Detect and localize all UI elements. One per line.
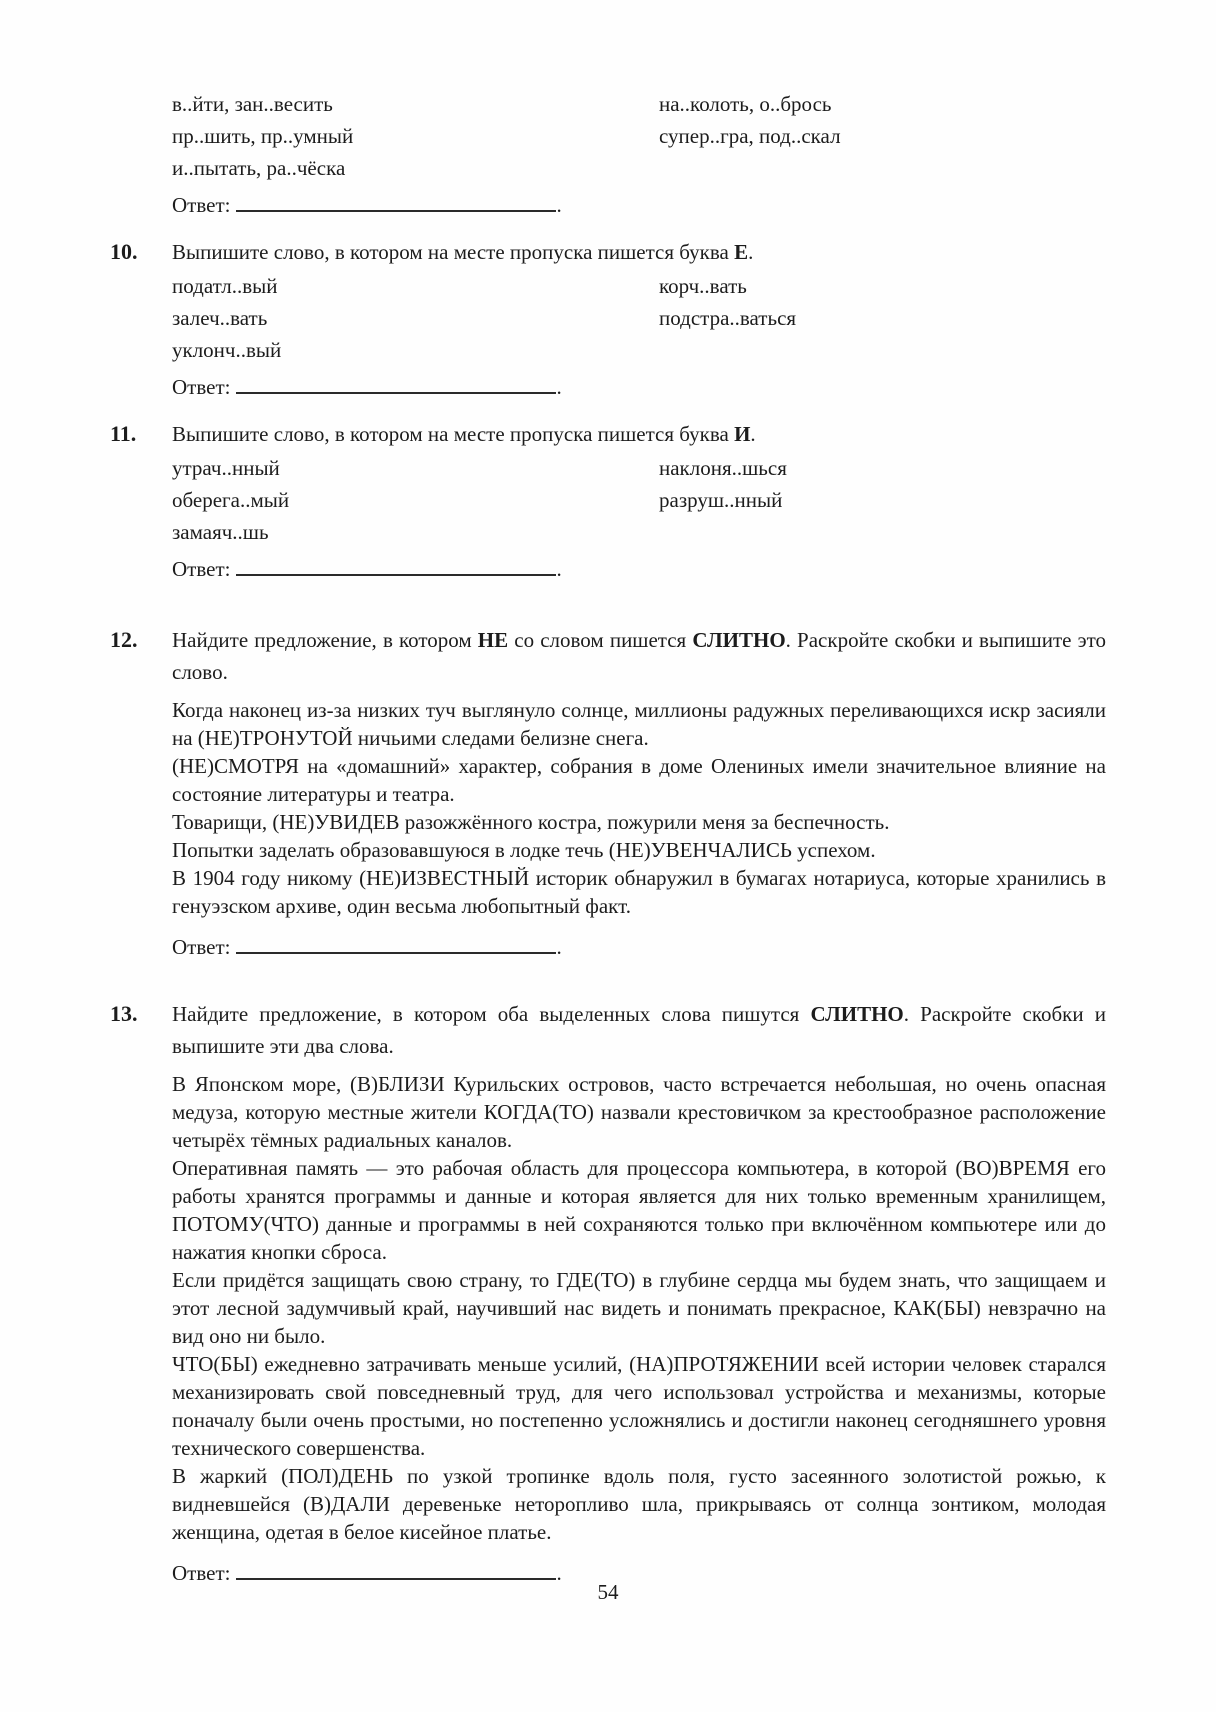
prompt-bold-letter: Е [734, 240, 749, 264]
question-prompt [172, 418, 1106, 450]
question-prompt [172, 624, 1106, 688]
question-row [110, 998, 1106, 1588]
word-option: наклоня..шься [659, 456, 787, 480]
answer-label: Ответ: [172, 193, 231, 217]
sentence-option: Попытки заделать образовавшуюся в лодке течь (НЕ)УВЕНЧАЛИСЬ успехом. [172, 838, 876, 862]
word-option: разруш..нный [659, 488, 783, 512]
question-row [110, 624, 1106, 962]
question-row [110, 236, 1106, 402]
sentence-options [172, 696, 1106, 920]
sentence-option: Если придётся защищать свою страну, то ГДЕ(ТО) в глубине сердца мы будем знать, что защищаем и этот лесной задумчивый край, научивший нас видеть и понимать прекрасное, КАК(БЫ) невзрачно на вид оно ни было. [172, 1268, 1106, 1348]
question-prompt [172, 236, 1106, 268]
answer-blank-line [236, 932, 556, 954]
word-option: замаяч..шь [172, 520, 269, 544]
word-option: в..йти, зан..весить [172, 92, 333, 116]
prompt-bold-word: СЛИТНО [810, 1002, 904, 1026]
answer-period: . [556, 1561, 562, 1585]
word-option: и..пытать, ра..чёска [172, 156, 346, 180]
answer-label: Ответ: [172, 1561, 231, 1585]
question-body [172, 418, 1106, 584]
prompt-text: Найдите предложение, в котором оба выделенных слова пишутся [172, 1002, 811, 1026]
prompt-text: со словом пишется [508, 628, 693, 652]
prompt-text: Найдите предложение, в котором [172, 628, 478, 652]
question-13 [110, 998, 1106, 1588]
word-option: оберега..мый [172, 488, 290, 512]
word-option: корч..вать [659, 274, 747, 298]
answer-row [172, 932, 1106, 962]
answer-blank-line [236, 1558, 556, 1580]
word-options-right-column [659, 452, 1106, 548]
sentence-options [172, 1070, 1106, 1546]
answer-blank-line [236, 554, 556, 576]
question-number: 13. [110, 1001, 138, 1026]
page-content [110, 86, 1106, 1588]
question-11 [110, 418, 1106, 584]
prompt-bold-letter: И [734, 422, 751, 446]
question-body [172, 236, 1106, 402]
question-number: 10. [110, 239, 138, 264]
question-number: 12. [110, 627, 138, 652]
answer-period: . [556, 935, 562, 959]
answer-period: . [556, 193, 562, 217]
word-options [172, 270, 1106, 366]
sentence-option: Товарищи, (НЕ)УВИДЕВ разожжённого костра, пожурили меня за беспечность. [172, 810, 890, 834]
answer-row [172, 372, 1106, 402]
question-body [172, 624, 1106, 962]
answer-row [172, 190, 1106, 220]
sentence-option: В Японском море, (В)БЛИЗИ Курильских островов, часто встречается небольшая, но очень опасная медуза, которую местные жители КОГДА(ТО) назвали крестовичком за крестообразное расположение четырёх тёмных радиальных каналов. [172, 1072, 1106, 1152]
question-row [110, 418, 1106, 584]
answer-blank-line [236, 372, 556, 394]
word-option: супер..гра, под..скал [659, 124, 841, 148]
question-prompt [172, 998, 1106, 1062]
answer-label: Ответ: [172, 935, 231, 959]
question-row [110, 86, 1106, 220]
word-options-right-column [659, 270, 1106, 366]
word-options [172, 88, 1106, 184]
answer-period: . [556, 375, 562, 399]
prompt-text: . Раскройте скобки и выпишите это слово. [172, 628, 1107, 684]
word-option: подстра..ваться [659, 306, 797, 330]
sentence-option: ЧТО(БЫ) ежедневно затрачивать меньше усилий, (НА)ПРОТЯЖЕНИИ всей истории человек старался механизировать свой повседневный труд, для чего использовал устройства и механизмы, которые поначалу были очень простыми, но постепенно усложнялись и достигли наконец сегодняшнего уровня технического совершенства. [172, 1352, 1106, 1460]
answer-row [172, 554, 1106, 584]
page-number: 54 [597, 1580, 619, 1604]
question-9-continuation [110, 86, 1106, 220]
prompt-bold-word: НЕ [477, 628, 509, 652]
question-10 [110, 236, 1106, 402]
answer-blank-line [236, 190, 556, 212]
answer-period: . [556, 557, 562, 581]
word-option: податл..вый [172, 274, 278, 298]
word-options-left-column [172, 452, 659, 548]
sentence-option: Когда наконец из-за низких туч выглянуло солнце, миллионы радужных переливающихся искр засияли на (НЕ)ТРОНУТОЙ ничьими следами белизне снега. [172, 698, 1106, 750]
question-body [172, 998, 1106, 1588]
question-12 [110, 624, 1106, 962]
sentence-option: В 1904 году никому (НЕ)ИЗВЕСТНЫЙ историк обнаружил в бумагах нотариуса, которые хранились в генуэзском архиве, один весьма любопытный факт. [172, 866, 1106, 918]
prompt-text: . Раскройте скобки и выпишите эти два слова. [172, 1002, 1106, 1058]
word-options-right-column [659, 88, 1106, 184]
prompt-bold-word: СЛИТНО [692, 628, 786, 652]
word-option: пр..шить, пр..умный [172, 124, 354, 148]
word-options-left-column [172, 270, 659, 366]
word-option: утрач..нный [172, 456, 280, 480]
sentence-option: Оперативная память — это рабочая область для процессора компьютера, в которой (ВО)ВРЕМЯ его работы хранятся программы и данные и которая является для них только временным хранилищем, ПОТОМУ(ЧТО) данные и программы в ней сохраняются только при включённом компьютере или до нажатия кнопки сброса. [172, 1156, 1106, 1264]
sentence-option: В жаркий (ПОЛ)ДЕНЬ по узкой тропинке вдоль поля, густо засеянного золотистой рожью, к видневшейся (В)ДАЛИ деревеньке неторопливо шла, прикрываясь от солнца зонтиком, молодая женщина, одетая в белое кисейное платье. [172, 1464, 1106, 1544]
question-number: 11. [110, 421, 137, 446]
prompt-text: . [748, 240, 754, 264]
prompt-text: Выпишите слово, в котором на месте пропуска пишется буква [172, 240, 735, 264]
word-options-left-column [172, 88, 659, 184]
answer-label: Ответ: [172, 557, 231, 581]
sentence-option: (НЕ)СМОТРЯ на «домашний» характер, собрания в доме Олениных имели значительное влияние на состояние литературы и театра. [172, 754, 1106, 806]
prompt-text: . [750, 422, 756, 446]
word-option: на..колоть, о..брось [659, 92, 832, 116]
word-option: залеч..вать [172, 306, 268, 330]
word-option: уклонч..вый [172, 338, 282, 362]
word-options [172, 452, 1106, 548]
answer-label: Ответ: [172, 375, 231, 399]
prompt-text: Выпишите слово, в котором на месте пропуска пишется буква [172, 422, 735, 446]
question-body [172, 86, 1106, 220]
